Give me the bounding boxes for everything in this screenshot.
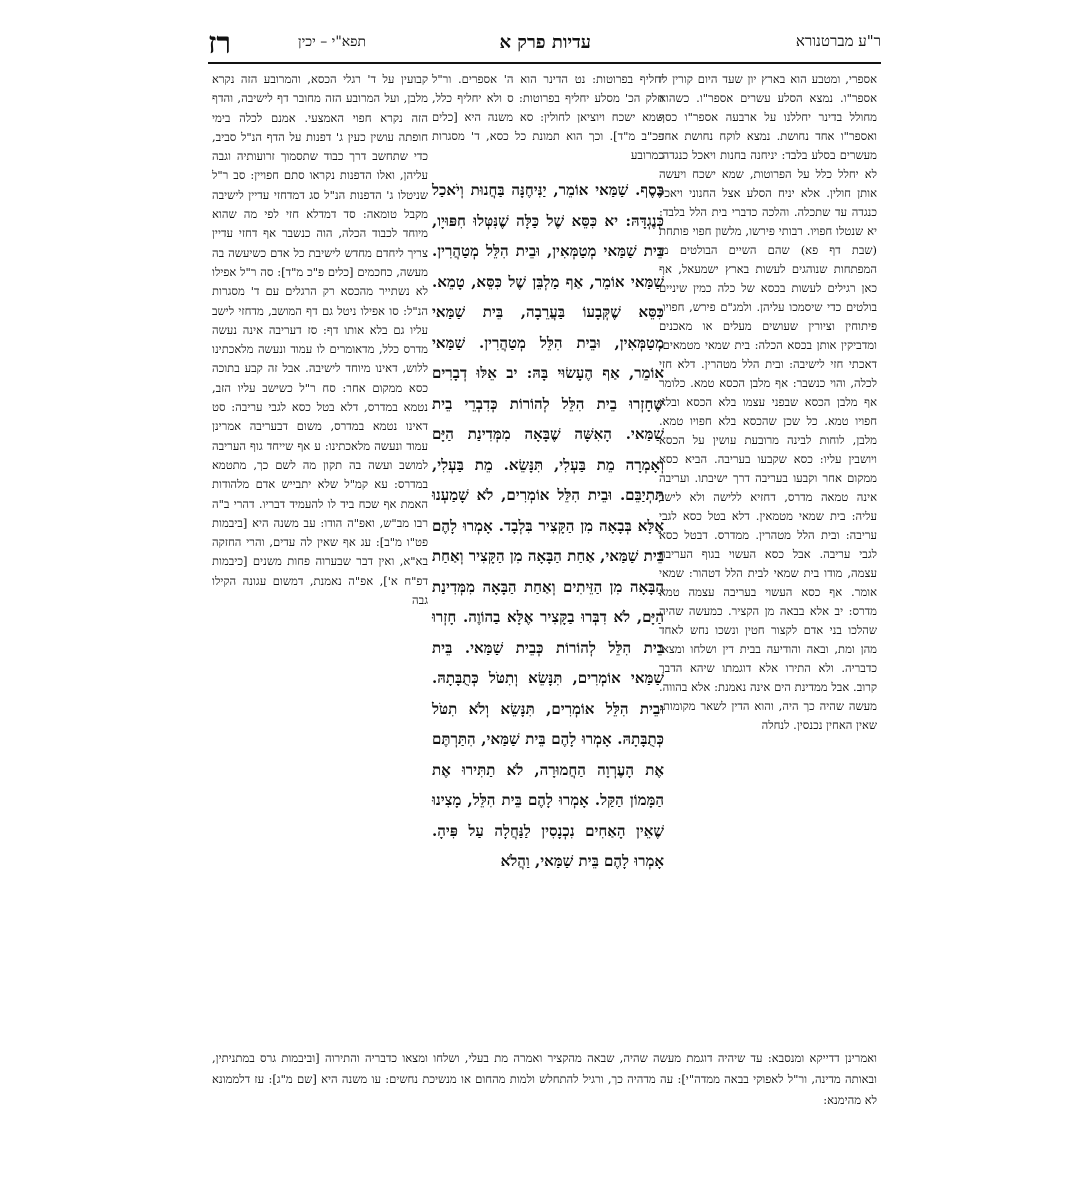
yachin-top-notes xyxy=(432,70,664,165)
commentary-range: תפא"י – יכין xyxy=(298,34,367,50)
tractate-chapter-title: עדיות פרק א xyxy=(499,32,591,53)
bottom-commentary xyxy=(212,1048,877,1111)
mishnah-text-column xyxy=(432,175,664,877)
yachin-text: קבועין על ד' רגלי הכסא, והמרובע הזה נקרא מלבן, ועל המרובע הזה מחובר דף לישיבה, והדף הזה נקרא חפוי האמצעי. אמנם לכלה בימי חופתה עושין כעין ג' דפנות על הדף הנ"ל סביב, כדי שתחשב דרך כבוד שתסמוך זרועותיה וגבה עליהן, ואלו הדפנות נקראו סתם חפויין: סב ר"ל שניטלו ג' הדפנות הנ"ל סג דמדחזי עדיין לישיבה מקבל טומאה: סד דמדלא חזי לפי מה שהוא מיוחד לכבוד הכלה, הוה כנשבר אף דחזי עדיין צריך ליחדם מחדש לישיבת כל אדם כשיעשה בה מעשה, כחכמים [כלים פ"כ מ"ד]: סה ר"ל אפילו לא נשתייר מהכסא רק הרגלים עם ד' מסגרות הנ"ל: סו אפילו ניטל גם דף המושב, מדחזי לישב עליו גם בלא אותו דף: סז דעריבה אינה נעשה מדרס כלל, מדאומרים לו עמוד ונעשה מלאכתינו ללוש, דאינו מיוחד לישיבה. אבל זה קבע בתוכה כסא ממקום אחר: סח ר"ל כשישב עליו הזב, נטמא במדרס, דלא בטל כסא לגבי עריבה: סט דאינו נטמא במדרס, משום דבעריבה אמרינן עמוד ונעשה מלאכתינו: ע אף שייחד גוף העריבה למושב ועשה בה תקון מה לשם כך, מתטמא במדרס: עא קמ"ל שלא יתבייש אדם מלהודות האמת אף שכח ביד לו להעמיד דבריו. דהרי ב"ה רבו מב"ש, ואפ"ה הודו: עב משנה היא [ביבמות פט"ו מ"ב]: עג אף שאין לה עדים, והרי החזקה בא"א, ואין דבר שבערוה פחות משנים [כיבמות דפ"ח א'], אפ"ה נאמנת, דמשום עגונה הקילו גבה xyxy=(212,72,428,608)
page-number: רז xyxy=(208,26,232,61)
yachin-commentary xyxy=(212,70,428,610)
yachin-top-text: יחליף בפרוטות: נט הדינר הוא ה' אספרים. ור"ל חלק הכ' מסלע יחליף בפרוטות: ס ולא יחליף כלל, שמא ישכח ויוציאן לחולין: סא משנה היא [כלים פכ"ב מ"ד]. וכך הוא תמונת כל כסא, ד' מסגרות כמרובע xyxy=(432,72,664,162)
commentary-title: ר"ע מברטנורא xyxy=(795,32,881,50)
mishnah-text: כֶּסֶף. שַׁמַּאי אוֹמֵר, יַנִּיחֶנָּה בַּחֲנוּת וְיֹאכַל כְּנֶגְדָּהּ: יא כִּסֵּא שֶׁל כַּלָּה שֶׁנִּטְּלוּ חִפּוּיָו, בֵּית שַׁמַּאי מְטַמְּאִין, וּבֵית הִלֵּל מְטַהֲרִין. שַׁמַּאי אוֹמֵר, אַף מַלְבֵּן שֶׁל כִּסֵּא, טָמֵא. כִּסֵּא שֶׁקְּבָעוֹ בַּעֲרֵבָה, בֵּית שַׁמַּאי מְטַמְּאִין, וּבֵית הִלֵּל מְטַהֲרִין. שַׁמַּאי אוֹמֵר, אַף הֶעָשׂוּי בָּהּ: יב אֵלּוּ דְבָרִים שֶׁחָזְרוּ בֵית הִלֵּל לְהוֹרוֹת כְּדִבְרֵי בֵית שַׁמַּאי. הָאִשָּׁה שֶׁבָּאָה מִמְּדִינַת הַיָּם וְאָמְרָה מֵת בַּעְלִי, תִּנָּשֵׂא. מֵת בַּעְלִי, תִּתְיַבֵּם. וּבֵית הִלֵּל אוֹמְרִים, לֹא שָׁמַעְנוּ אֶלָּא בְּבָאָה מִן הַקָּצִיר בִּלְבָד. אָמְרוּ לָהֶם בֵּית שַׁמַּאי, אַחַת הַבָּאָה מִן הַקָּצִיר וְאַחַת הַבָּאָה מִן הַזֵּיתִים וְאַחַת הַבָּאָה מִמְּדִינַת הַיָּם, לֹא דִבְּרוּ בַקָּצִיר אֶלָּא בַהוֹוֶה. חָזְרוּ בֵית הִלֵּל לְהוֹרוֹת כְּבֵית שַׁמַּאי. בֵּית שַׁמַּאי אוֹמְרִים, תִּנָּשֵׂא וְתִטֹּל כְּתֻבָּתָהּ. וּבֵית הִלֵּל אוֹמְרִים, תִּנָּשֵׂא וְלֹא תִטֹּל כְּתֻבָּתָהּ. אָמְרוּ לָהֶם בֵּית שַׁמַּאי, הִתַּרְתֶּם אֶת הָעֶרְוָה הַחֲמוּרָה, לֹא תַתִּירוּ אֶת הַמָּמוֹן הַקַּל. אָמְרוּ לָהֶם בֵּית הִלֵּל, מָצִינוּ שֶׁאֵין הָאַחִים נִכְנָסִין לַנַּחֲלָה עַל פִּיהָ. אָמְרוּ לָהֶם בֵּית שַׁמַּאי, וַהֲלֹא xyxy=(432,181,664,870)
bartenura-text: אספרי, ומטבע הוא בארץ יון שעד היום קורין לו אספר"ו. נמצא הסלע עשרים אספר"ו. כשהוא מחולל בדינר יחללנו על ארבעה אספר"ו כסף ואספר"ו אחד נחושת. נמצא לוקח נחושת אחד מעשרים בסלע בלבד: יניחנה בחנות ויאכל כנגדה. לא יחלל כלל על הפרוטות, שמא ישכח ויעשה אותן חולין. אלא יניח הסלע אצל החנוני ויאכל כנגדה עד שתכלה. והלכה כדברי בית הלל בלבד: יא שנטלו חפויו. רבותי פירשו, מלשון חפוי פותחת (שבת דף פא) שהם השיים הבולטים מן המפתחות שנוהגים לעשות בארץ ישמעאל, אף כאן רגילים לעשות בכסא של כלה כמין שיניים בולטים כדי שיסמכו עליהן. ולמג"ם פירש, חפויו, פיתוחין וציורין שעושים מעלים או מאכנים ומדביקין אותן בכסא הכלה: בית שמאי מטמאים. דאכתי חזי לישיבה: ובית הלל מטהרין. דלא חזי לכלה, והוי כנשבר: אף מלבן הכסא טמא. כלומר אף מלבן הכסא שבפני עצמו בלא הכסא ובלא חפויו טמא. כל שכן שהכסא בלא חפויו טמא. מלבן, לוחות לבינה מרובעת עושין על הכסא ויושבין עליו: כסא שקבעו בעריבה. הביא כסא ממקום אחר וקבעו בעריבה דרך ישיבתו. ועריבה אינה טמאה מדרס, דחזיא ללישה ולא לישב עליה: בית שמאי מטמאין. דלא בטל כסא לגבי עריבה: ובית הלל מטהרין. ממדרס. דבטל כסא לגבי עריבה. אבל כסא העשוי בגוף העריבה עצמה, מודו בית שמאי לבית הלל דטהור: שמאי אומר. אף כסא העשוי בעריבה עצמה טמא מדרס: יב אלא בבאה מן הקציר. כמעשה שהיה שהלכו בני אדם לקצור חטין ונשכו נחש לאחד מהן ומת, ובאה והודיעה בבית דין ושלחו ומצאו כדבריה. ולא התירו אלא דוגמתו שיהא הדבר קרוב. אבל ממדינת הים אינה נאמנת: אלא בהווה. מעשה שהיה כך היה, והוא הדין לשאר מקומות: שאין האחין נכנסין. לנחלה xyxy=(659,72,877,732)
header-rule xyxy=(208,62,881,64)
bottom-text: ואמרינן דדייקא ומנסבא: עד שיהיה דוגמת מעשה שהיה, שבאה מהקציר ואמרה מת בעלי, ושלחו ומצאו כדבריה והתירוה [וביבמות גרס במתניתין, ובאותה מדינה, ור"ל לאפוקי בבאה ממדה"י]: עה מדהיה כך, ורגיל להתחלש ולמות מהחום או מנשיכת נחשים: עו משנה היא [שם מ"ג]: עז דלממונא לא מהימנא: xyxy=(212,1051,877,1107)
bartenura-commentary xyxy=(659,70,877,735)
page-header xyxy=(208,26,881,61)
